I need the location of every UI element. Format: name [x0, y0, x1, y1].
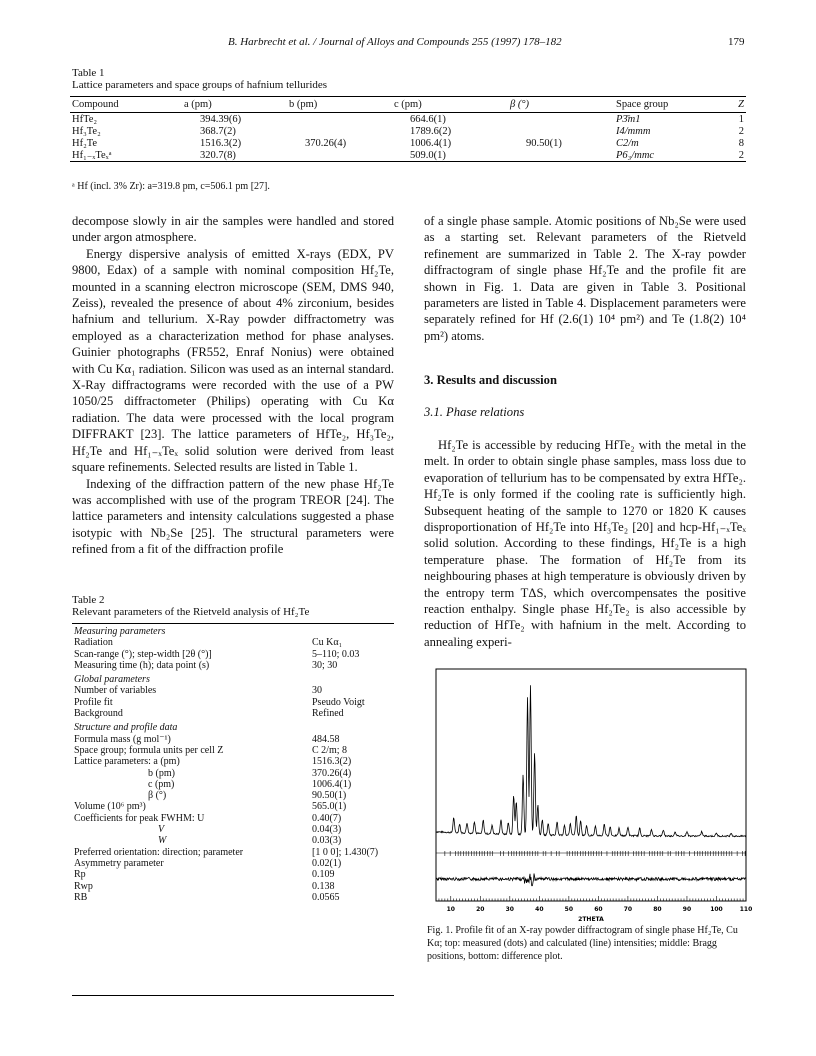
paragraph: Energy dispersive analysis of emitted X-rays (EDX, PV 9800, Edax) of a sample with nominal composition Hf₂Te, mounted in a scanning electron microscope (SEM, DMS 940, Zeiss), revealed the presence of about 4% zirconium, besides hafnium and tellurium. X-Ray powder diffractometry was employed as a characterization method for phase analyses. Guinier photographs (FR552, Enraf Nonius) were obtained with Cu Kα₁ radiation. Silicon was used as an internal standard. X-Ray diffractograms were recorded with the use of a PW 1050/25 diffractometer (Philips) operating with Cu Kα radiation. The data were processed with the local program DIFFRAKT [23]. The lattice parameters of HfTe₂, Hf₃Te₂, Hf₂Te and Hf₁₋ₓTeₓ solid solution were derived from least square refinements. Selected results are listed in Table 1. — [72, 246, 394, 475]
subsection-title: 3.1. Phase relations — [424, 405, 525, 419]
table2-param: Space group; formula units per cell Z — [74, 744, 224, 756]
table2-value: 565.0(1) — [312, 801, 347, 813]
table1-cell — [287, 113, 392, 126]
table2-row — [74, 869, 394, 880]
observed-calculated-profile — [436, 685, 746, 837]
table2-param: Radiation — [74, 637, 113, 649]
table2-param: Preferred orientation: direction; parameter — [74, 846, 244, 858]
x-tick-label: 80 — [653, 906, 662, 913]
table1-row — [70, 125, 746, 137]
table2-group-label: Structure and profile data — [74, 722, 178, 734]
table1 — [70, 96, 746, 162]
x-tick-label: 40 — [535, 906, 544, 913]
table1-cell: 2 — [738, 125, 744, 137]
table1-cell: I4/mmm — [616, 125, 651, 137]
table2-param: Rp — [74, 869, 86, 881]
table2-value: 30; 30 — [312, 659, 338, 671]
table2-value: 0.40(7) — [312, 812, 342, 824]
table2-group-title — [74, 671, 394, 685]
table1-column-header: Z — [704, 97, 746, 113]
table1-column-header: Space group — [614, 97, 704, 113]
table2-param: Lattice parameters: a (pm) — [74, 756, 180, 768]
table2-group-title — [74, 719, 394, 733]
table1-cell: 90.50(1) — [526, 137, 562, 149]
table2-param: Volume (10⁶ pm³) — [74, 801, 146, 813]
x-tick-label: 20 — [476, 906, 485, 913]
table2-value: Refined — [312, 708, 344, 720]
table2-row — [74, 813, 394, 824]
table2-value: 30 — [312, 685, 322, 697]
table2-row — [74, 708, 394, 719]
x-tick-label: 70 — [623, 906, 633, 913]
table2-row — [74, 745, 394, 756]
table1-row — [70, 137, 746, 149]
table1-cell: 664.6(1) — [410, 113, 446, 125]
table1-cell: Hf₂Te — [72, 137, 98, 149]
table2-group-label: Global parameters — [74, 674, 150, 686]
table2 — [74, 626, 394, 903]
section-title: 3. Results and discussion — [424, 373, 557, 387]
table2-bottom-rule — [72, 995, 394, 996]
table1-column-header: Compound — [70, 97, 182, 113]
left-column — [72, 213, 394, 558]
x-tick-label: 10 — [446, 906, 455, 913]
figure1-caption: Fig. 1. Profile fit of an X-ray powder diffractogram of single phase Hf₂Te, Cu Kα; top: measured (dots) and calculated (line) intensities; middle: Bragg positions, bottom: difference plot. — [427, 925, 738, 962]
table1-cell — [287, 149, 392, 162]
table1-cell: 8 — [738, 137, 744, 149]
table1-cell: P3̄m1 — [616, 113, 641, 125]
table2-group-label: Measuring parameters — [74, 626, 166, 637]
table1-footnote: ᵃ Hf (incl. 3% Zr): a=319.8 pm, c=506.1 pm [27]. — [72, 181, 270, 192]
page-number: 179 — [728, 36, 745, 48]
table1-cell: 2 — [704, 149, 746, 162]
paragraph: Indexing of the diffraction pattern of the new phase Hf₂Te was accomplished with use of the program TREOR [24]. The lattice parameters and intensity calculations suggested a phase isotypic with Nb₂Se [25]. The structural parameters were refined from a fit of the diffraction profile — [72, 476, 394, 557]
table2-value: 0.02(1) — [312, 857, 342, 869]
table1-cell: 1006.4(1) — [410, 137, 452, 149]
table2-param: Scan-range (°); step-width [2θ (°)] — [74, 648, 212, 660]
table1-cell — [508, 113, 614, 126]
table1-column-header: c (pm) — [392, 97, 508, 113]
table2-param: Measuring time (h); data point (s) — [74, 659, 210, 671]
table2-row — [74, 649, 394, 660]
table2-value: 0.109 — [312, 869, 335, 881]
table2-param: Rwp — [74, 880, 93, 892]
table1-cell: 1 — [738, 113, 744, 125]
table2-row — [74, 835, 394, 846]
table1-cell: P6₃/mmc — [614, 149, 704, 162]
table2-row — [74, 801, 394, 812]
table2-param: RB — [74, 891, 88, 903]
table1-cell: 1789.6(2) — [410, 125, 452, 137]
table1-caption: Lattice parameters and space groups of hafnium tellurides — [72, 79, 328, 91]
x-axis-label: 2THETA — [578, 916, 604, 923]
figure1 — [424, 663, 754, 925]
table2-value: 1516.3(2) — [312, 756, 352, 768]
table2-value: Pseudo Voigt — [312, 696, 365, 708]
table1-cell: 1516.3(2) — [200, 137, 242, 149]
plot-frame — [436, 669, 746, 901]
table1-cell: 368.7(2) — [200, 125, 236, 137]
table2-row — [74, 824, 394, 835]
table1-cell: HfTe₂ — [72, 113, 98, 125]
table2-value: 484.58 — [312, 733, 340, 745]
right-column — [424, 213, 746, 344]
table2-row — [74, 637, 394, 648]
table2-value: C 2/m; 8 — [312, 744, 348, 756]
table1-cell — [287, 125, 392, 137]
table1-cell — [508, 149, 614, 162]
paragraph: Hf₂Te is accessible by reducing HfTe₂ with the metal in the melt. In order to obtain single phase samples, mass loss due to evaporation of tellurium has to be compensated by extra HfTe₂. Hf₂Te is only formed if the cooling rate is sufficiently high. Subsequent heating of the sample to 1270 or 1820 K causes disproportionation of Hf₂Te into Hf₃Te₂ [20] and hcp-Hf₁₋ₓTeₓ solid solution. According to these findings, Hf₂Te is a high temperature phase. The formation of Hf₂Te from its neighbouring phases at high temperature is obviously driven by the entropy term TΔS, which overcompensates the positive reaction enthalpy. Single phase Hf₂Te₂ is also accessible by reduction of HfTe₂ with hafnium in the melt. According to annealing experi- — [424, 438, 746, 649]
table1-column-header: β (°) — [508, 97, 614, 113]
x-tick-label: 30 — [505, 906, 514, 913]
table1-cell — [508, 125, 614, 137]
table2-value: 0.0565 — [312, 891, 340, 903]
table2-value: [1 0 0]; 1.430(7) — [312, 846, 379, 858]
table2-row — [74, 734, 394, 745]
table2-value: 370.26(4) — [312, 767, 352, 779]
table2-row — [74, 779, 394, 790]
table1-cell: 509.0(1) — [392, 149, 508, 162]
table2-value: Cu Kα₁ — [312, 637, 343, 649]
table2-row — [74, 881, 394, 892]
table2-param: V — [158, 824, 165, 836]
table1-label: Table 1 — [72, 67, 105, 79]
paragraph: decompose slowly in air the samples were handled and stored under argon atmosphere. — [72, 214, 394, 245]
table2-param: Background — [74, 708, 123, 720]
table2-row — [74, 858, 394, 869]
table1-cell: 320.7(8) — [182, 149, 287, 162]
table1-cell: C2/m — [616, 137, 639, 149]
table2-value: 0.04(3) — [312, 824, 342, 836]
table2-param: c (pm) — [148, 778, 175, 790]
table2-value: 1006.4(1) — [312, 778, 352, 790]
table2-value: 90.50(1) — [312, 790, 347, 802]
table2-label: Table 2 — [72, 594, 105, 606]
table2-top-rule — [72, 623, 394, 624]
table2-row — [74, 685, 394, 696]
table2-param: Number of variables — [74, 685, 157, 697]
table2-row — [74, 697, 394, 708]
table2-row — [74, 892, 394, 903]
table2-param: Formula mass (g mol⁻¹) — [74, 733, 171, 745]
paragraph: of a single phase sample. Atomic positions of Nb₂Se were used as a starting set. Relevant parameters of the Rietveld refinement are summarized in Table 2. The X-ray powder diffractogram of single phase Hf₂Te and the profile fit are shown in Fig. 1. Data are given in Table 3. Positional parameters are listed in Table 4. Displacement parameters were separately refined for Hf (2.6(1) 10⁴ pm²) and Te (1.8(2) 10⁴ pm²) atoms. — [424, 214, 746, 343]
x-tick-label: 50 — [564, 906, 574, 913]
running-title: B. Harbrecht et al. / Journal of Alloys and Compounds 255 (1997) 178–182 — [228, 36, 562, 48]
table2-param: b (pm) — [148, 767, 175, 779]
table1-column-header: b (pm) — [287, 97, 392, 113]
table1-row — [70, 149, 746, 162]
x-tick-label: 100 — [710, 906, 723, 913]
table2-row — [74, 660, 394, 671]
table2-row — [74, 768, 394, 779]
table2-value: 0.03(3) — [312, 835, 342, 847]
table2-row — [74, 756, 394, 767]
table1-column-header: a (pm) — [182, 97, 287, 113]
table1-row — [70, 113, 746, 126]
x-tick-label: 110 — [739, 906, 753, 913]
table2-param: W — [158, 835, 167, 847]
table1-cell: 394.39(6) — [200, 113, 242, 125]
table2-caption: Relevant parameters of the Rietveld analysis of Hf₂Te — [72, 606, 310, 618]
table2-param: β (°) — [148, 790, 167, 802]
table2-row — [74, 790, 394, 801]
table1-cell: 370.26(4) — [305, 137, 347, 149]
table2-group-title — [74, 626, 394, 637]
table2-param: Asymmetry parameter — [74, 857, 164, 869]
figure1-plot — [424, 663, 754, 925]
table1-cell: Hf₁₋ₓTeₓᵃ — [70, 149, 182, 162]
table2-param: Profile fit — [74, 696, 113, 708]
table2-value: 5–110; 0.03 — [312, 648, 360, 660]
table1-cell: Hf₃Te₂ — [72, 125, 101, 137]
x-tick-label: 90 — [682, 906, 692, 913]
table2-row — [74, 847, 394, 858]
right-column-cont — [424, 437, 746, 650]
difference-plot — [436, 874, 746, 886]
x-tick-label: 60 — [594, 906, 603, 913]
table2-value: 0.138 — [312, 880, 335, 892]
table2-param: Coefficients for peak FWHM: U — [74, 812, 205, 824]
